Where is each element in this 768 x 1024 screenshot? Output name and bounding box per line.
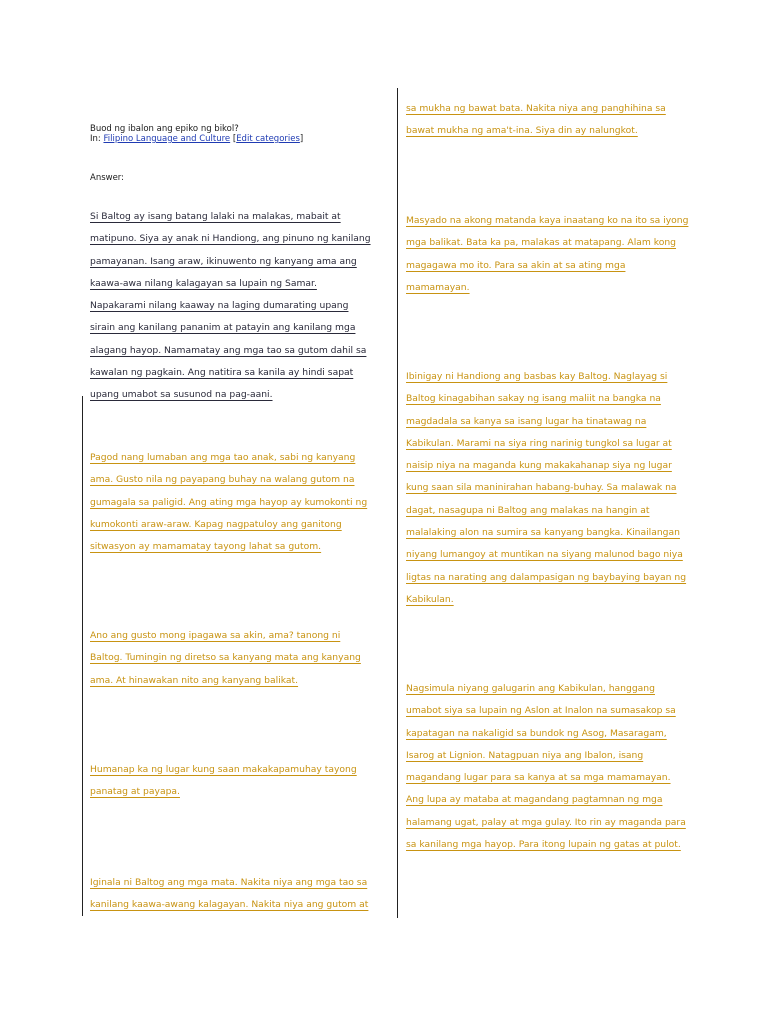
paragraph-line	[90, 759, 357, 781]
line-text: Baltog kinagabihan sakay ng isang maliit na bangka na	[406, 393, 661, 405]
edit-categories-link[interactable]: Edit categories	[236, 134, 300, 144]
in-label: In:	[90, 134, 101, 144]
line-text: bawat mukha ng ama't-ina. Siya din ay nalungkot.	[406, 125, 638, 137]
paragraph	[90, 759, 357, 804]
paragraph-line	[406, 723, 686, 745]
line-text: Ibinigay ni Handiong ang basbas kay Baltog. Naglayag si	[406, 371, 668, 382]
paragraph-line	[406, 366, 686, 388]
line-text: Humanap ka ng lugar kung saan makakapamuhay tayong	[90, 764, 357, 775]
paragraph-line	[90, 295, 371, 317]
line-text: sa mukha ng bawat bata. Nakita niya ang panghihina sa	[406, 103, 666, 114]
paragraph-line	[90, 625, 361, 647]
line-text: alagang hayop. Namamatay ang mga tao sa gutom dahil sa	[90, 344, 367, 356]
line-text: Kabikulan. Marami na siya ring narinig tungkol sa lugar at	[406, 437, 672, 449]
paragraph	[406, 366, 686, 611]
paragraph-line	[406, 411, 686, 433]
line-text: Si Baltog ay isang batang lalaki na malakas, mabait at	[90, 211, 341, 222]
line-text: ama. At hinawakan nito ang kanyang balikat.	[90, 674, 299, 686]
paragraph-line	[406, 388, 686, 410]
line-text: halamang ugat, palay at mga gulay. Ito rin ay maganda para	[406, 816, 686, 828]
line-text: kapatagan na nakaligid sa bundok ng Asog, Masaragam,	[406, 727, 667, 739]
paragraph-line	[406, 277, 688, 299]
paragraph-line	[90, 273, 371, 295]
line-text: Kabikulan.	[406, 593, 454, 605]
paragraph-line	[90, 340, 371, 362]
paragraph-line	[406, 232, 688, 254]
paragraph-line	[90, 514, 367, 536]
paragraph-line	[406, 120, 666, 142]
paragraph-line	[406, 544, 686, 566]
category-link[interactable]: Filipino Language and Culture	[103, 134, 231, 144]
line-text: kanilang kaawa-awang kalagayan. Nakita niya ang gutom at	[90, 899, 369, 911]
line-text: mga balikat. Bata ka pa, malakas at matapang. Alam kong	[406, 237, 677, 249]
column-divider-rule	[397, 88, 398, 918]
paragraph-line	[406, 834, 686, 856]
paragraph-line	[406, 522, 686, 544]
paragraph	[90, 206, 371, 407]
line-text: magandang lugar para sa kanya at sa mga mamamayan.	[406, 772, 671, 784]
line-text: pamayanan. Isang araw, ikinuwento ng kanyang ama ang	[90, 255, 357, 267]
paragraph-line	[406, 210, 688, 232]
line-text: upang umabot sa susunod na pag-aani.	[90, 389, 273, 401]
paragraph	[90, 447, 367, 558]
paragraph	[90, 872, 368, 917]
paragraph-line	[406, 812, 686, 834]
paragraph-line	[406, 477, 686, 499]
line-text: magdadala sa kanya sa isang lugar ha tinatawag na	[406, 415, 647, 427]
line-text: kumokonti araw-araw. Kapag nagpatuloy ang ganitong	[90, 518, 342, 530]
paragraph-line	[90, 206, 371, 228]
paragraph-line	[90, 384, 371, 406]
paragraph-line	[406, 98, 666, 120]
paragraph-line	[90, 362, 371, 384]
paragraph-line	[90, 251, 371, 273]
line-text: kawalan ng pagkain. Ang natitira sa kanila ay hindi sapat	[90, 367, 354, 379]
line-text: panatag at payapa.	[90, 786, 180, 798]
paragraph-line	[406, 255, 688, 277]
answer-label: Answer:	[90, 173, 125, 183]
paragraph-line	[406, 745, 686, 767]
paragraph-line	[406, 767, 686, 789]
paragraph-line	[406, 433, 686, 455]
paragraph	[406, 98, 666, 143]
line-text: sitwasyon ay mamamatay tayong lahat sa gutom.	[90, 541, 322, 553]
line-text: kaawa-awa nilang kalagayan sa lupain ng Samar.	[90, 277, 317, 289]
paragraph-line	[90, 317, 371, 339]
paragraph-line	[406, 789, 686, 811]
paragraph-line	[90, 670, 361, 692]
line-text: umabot siya sa lupain ng Aslon at Inalon na sumasakop sa	[406, 705, 676, 717]
paragraph	[90, 625, 361, 692]
paragraph-line	[90, 447, 367, 469]
line-text: Ang lupa ay mataba at magandang pagtamnan ng mga	[406, 794, 663, 806]
line-text: ama. Gusto nila ng payapang buhay na walang gutom na	[90, 474, 355, 486]
line-text: gumagala sa paligid. Ang ating mga hayop ay kumokonti ng	[90, 496, 368, 508]
line-text: Nagsimula niyang galugarin ang Kabikulan, hanggang	[406, 683, 655, 694]
paragraph-line	[90, 781, 357, 803]
line-text: naisip niya na maganda kung makakahanap siya ng lugar	[406, 460, 672, 472]
paragraph-line	[406, 589, 686, 611]
line-text: malalaking alon na sumira sa kanyang bangka. Kinailangan	[406, 527, 680, 539]
line-text: sa kanilang mga hayop. Para itong lupain ng gatas at pulot.	[406, 839, 681, 851]
paragraph-line	[90, 647, 361, 669]
line-text: sirain ang kanilang pananim at patayin ang kanilang mga	[90, 322, 356, 334]
paragraph	[406, 210, 688, 299]
category-line: In: Filipino Language and Culture [Edit categories]	[90, 134, 304, 144]
question-title: Buod ng ibalon ang epiko ng bikol?	[90, 124, 239, 134]
line-text: magagawa mo ito. Para sa akin at sa ating mga	[406, 259, 626, 271]
line-text: Baltog. Tumingin ng diretso sa kanyang mata ang kanyang	[90, 652, 361, 664]
line-text: mamamayan.	[406, 281, 470, 293]
paragraph-line	[90, 872, 368, 894]
line-text: Pagod nang lumaban ang mga tao anak, sabi ng kanyang	[90, 452, 356, 463]
line-text: matipuno. Siya ay anak ni Handiong, ang pinuno ng kanilang	[90, 233, 371, 245]
line-text: ligtas na narating ang dalampasigan ng baybaying bayan ng	[406, 571, 687, 583]
paragraph-line	[90, 492, 367, 514]
paragraph	[406, 678, 686, 856]
paragraph-line	[90, 536, 367, 558]
paragraph-line	[90, 228, 371, 250]
line-text: Napakarami nilang kaaway na laging dumarating upang	[90, 300, 349, 312]
paragraph-line	[90, 469, 367, 491]
line-text: Ano ang gusto mong ipagawa sa akin, ama? tanong ni	[90, 630, 341, 641]
line-text: Iginala ni Baltog ang mga mata. Nakita niya ang mga tao sa	[90, 877, 368, 888]
line-text: dagat, nasagupa ni Baltog ang malakas na hangin at	[406, 504, 650, 516]
paragraph-line	[406, 700, 686, 722]
paragraph-line	[406, 567, 686, 589]
left-margin-rule	[82, 396, 83, 916]
line-text: Masyado na akong matanda kaya inaatang ko na ito sa iyong	[406, 215, 689, 226]
line-text: niyang lumangoy at muntikan na siyang malunod bago niya	[406, 549, 683, 561]
paragraph-line	[90, 894, 368, 916]
paragraph-line	[406, 678, 686, 700]
paragraph-line	[406, 500, 686, 522]
line-text: kung saan sila maninirahan habang-buhay. Sa malawak na	[406, 482, 677, 494]
paragraph-line	[406, 455, 686, 477]
line-text: Isarog at Lignion. Natagpuan niya ang Ibalon, isang	[406, 749, 644, 761]
